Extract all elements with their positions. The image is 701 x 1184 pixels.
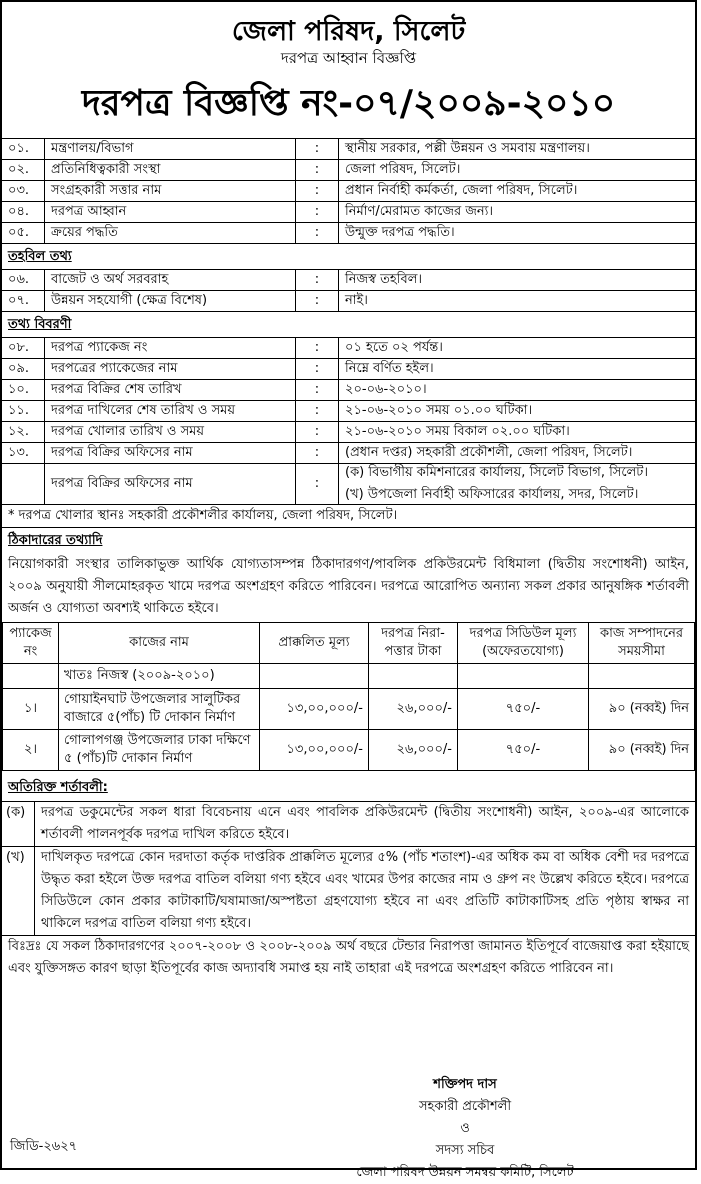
condition-text: দরপত্র ডকুমেন্টের সকল ধারা বিবেচনায় এনে এবং পাবলিক প্রকিউরমেন্ট (দ্বিতীয় সংশোধনী) আইন, ২০০৯-এর আলোকে শর্তাবলী পালনপূর্বক দরপত্র দাখিল করিতে হইবে। [35,802,696,847]
row-separator: : [296,202,339,223]
info-row [2,359,695,380]
condition-row [2,802,695,847]
row-label: বাজেট ও অর্থ সরবরাহ [45,270,296,291]
info-row [2,443,695,464]
sale-office-1: (ক) বিভাগীয় কমিশনারের কার্যালয়, সিলেট বিভাগ, সিলেট। [345,465,649,480]
col-estimate: প্রাক্কলিত মূল্য [260,623,369,664]
row-separator: : [296,139,339,160]
row-label: দরপত্র খোলার তারিখ ও সময় [45,422,296,443]
condition-text: দাখিলকৃত দরপত্রে কোন দরদাতা কর্তৃক দাপ্তরিক প্রাক্কলিত মূল্যের ৫% (পাঁচ শতাংশ)-এর অধিক কম বা অধিক বেশী দর দরপত্রে উদ্ধৃত করা হইলে উক্ত দরপত্র বাতিল বলিয়া গণ্য হইবে এবং খামের উপর কাজের নাম ও গ্রুপ নং উল্লেখ করিতে হইবে। দরপত্রে সিডিউলে কোন প্রকার কাটাকাটি/ঘষামাজা/অস্পষ্টতা গ্রহণযোগ্য হইবে না এবং প্রতিটি কাটাকাটিসহ প্রতি পৃষ্ঠায় স্বাক্ষর না থাকিলে দরপত্র বাতিল বলিয়া গণ্য হইবে। [35,847,696,936]
row-value: নিজস্ব তহবিল। [339,270,696,291]
signer-committee: জেলা পরিষদ উন্নয়ন সমন্বয় কমিটি, সিলেট [356,1165,574,1180]
work-name: গোয়াইনঘাট উপজেলার সালুটিকর বাজারে ৫(পাঁচ) টি দোকান নির্মাণ [59,689,260,730]
signer-title: সহকারী প্রকৌশলী [418,1099,512,1114]
opening-note: * দরপত্র খোলার স্থানঃ সহকারী প্রকৌশলীর কার্যালয়, জেলা পরিষদ, সিলেট। [2,504,695,528]
row-value [339,464,696,505]
info-row [2,202,695,223]
row-number: ১৩. [2,443,45,464]
conditions-table [2,801,695,936]
row-number: ০১. [2,139,45,160]
row-separator: : [296,270,339,291]
row-label: ক্রয়ের পদ্ধতি [45,223,296,244]
package-table [2,622,695,771]
row-label: দরপত্র বিক্রির অফিসের নাম [45,443,296,464]
row-number: ১২. [2,422,45,443]
schedule-price: ৭৫০/- [458,689,589,730]
row-number: ০৩. [2,181,45,202]
package-row [3,689,695,730]
row-label: দরপত্র প্যাকেজ নং [45,338,296,359]
header [2,16,695,132]
col-time: কাজ সম্পাদনের সময়সীমা [589,623,695,664]
completion-time: ৯০ (নব্বই) দিন [589,689,695,730]
footnote: বিঃদ্রঃ যে সকল ঠিকাদারগণের ২০০৭-২০০৮ ও ২০০৮-২০০৯ অর্থ বছরে টেন্ডার নিরাপত্তা জামানত ইতিপূর্বে বাজেয়াপ্ত করা হইয়াছে এবং যুক্তিসঙ্গত কারণ ছাড়া ইতিপূর্বের কাজ অদ্যাবধি সমাপ্ত হয় নাই তাহারা এই দরপত্রে অংশগ্রহণ করিতে পারিবেন না। [8,939,689,976]
package-number: ১। [3,689,59,730]
signer-and: ও [460,1121,470,1136]
row-value: উন্মুক্ত দরপত্র পদ্ধতি। [339,223,696,244]
fund-info-table [2,269,695,311]
row-value: প্রধান নির্বাহী কর্মকর্তা, জেলা পরিষদ, সিলেট। [339,181,696,202]
row-separator: : [296,181,339,202]
row-value: জেলা পরিষদ, সিলেট। [339,160,696,181]
row-value: স্থানীয় সরকার, পল্লী উন্নয়ন ও সমবায় মন্ত্রণালয়। [339,139,696,160]
info-row [2,380,695,401]
signer-role: সদস্য সচিব [435,1143,495,1158]
col-schedule: দরপত্র সিডিউল মূল্য (অফেরতযোগ্য) [458,623,589,664]
row-value: ২১-০৬-২০১০ সময় বিকাল ০২.০০ ঘটিকা। [339,422,696,443]
info-row [2,401,695,422]
package-row [3,730,695,771]
row-value: নিম্নে বর্ণিত হইল। [339,359,696,380]
signer-name: শক্তিপদ দাস [433,1077,497,1092]
sale-office-2: (খ) উপজেলা নির্বাহী অফিসারের কার্যালয়, সদর, সিলেট। [345,487,639,502]
row-number: ১১. [2,401,45,422]
row-number: ১০. [2,380,45,401]
row-number: ০৮. [2,338,45,359]
general-info-table [2,138,695,243]
col-package: প্যাকেজ নং [3,623,59,664]
row-separator: : [296,291,339,312]
row-separator: : [296,422,339,443]
info-row [2,270,695,291]
row-label: দরপত্র বিক্রির অফিসের নাম [45,464,296,505]
package-header-row [3,623,695,664]
row-number: ০৯. [2,359,45,380]
contractor-text: নিয়োগকারী সংস্থার তালিকাভুক্ত আর্থিক যোগ্যতাসম্পন্ন ঠিকাদারগণ/পাবলিক প্রকিউরমেন্ট বিধিমালা (দ্বিতীয় সংশোধনী) আইন, ২০০৯ অনুযায়ী সীলমোহরকৃত খামে দরপত্র অংশগ্রহণ করিতে পারিবেন। দরপত্রে আরোপিত অন্যান্য সকল প্রকার আনুষঙ্গিক শর্তাবলী অর্জন ও যোগ্যতা অবশ্যই থাকিতে হইবে। [8,557,689,616]
conditions-heading: অতিরিক্ত শর্তাবলী: [8,780,108,795]
row-label: দরপত্র বিক্রির শেষ তারিখ [45,380,296,401]
info-row [2,139,695,160]
row-label: উন্নয়ন সহযোগী (ক্ষেত্র বিশেষ) [45,291,296,312]
row-value: ২১-০৬-২০১০ সময় ০১.০০ ঘটিকা। [339,401,696,422]
condition-row [2,847,695,936]
row-number: ০৫. [2,223,45,244]
col-work: কাজের নাম [59,623,260,664]
row-label: সংগ্রহকারী সত্তার নাম [45,181,296,202]
condition-key: (খ) [2,847,35,936]
info-row [2,422,695,443]
info-row [2,291,695,312]
row-separator: : [296,160,339,181]
row-separator: : [296,401,339,422]
info-row [2,338,695,359]
row-separator: : [296,443,339,464]
estimate-cost: ১৩,০০,০০০/- [260,689,369,730]
row-number [2,464,45,505]
fund-label-row [3,664,695,689]
row-number: ০২. [2,160,45,181]
row-separator: : [296,338,339,359]
row-separator: : [296,380,339,401]
org-title: জেলা পরিষদ, সিলেট [231,16,466,47]
security-amount: ২৬,০০০/- [369,730,458,771]
condition-key: (ক) [2,802,35,847]
schedule-price: ৭৫০/- [458,730,589,771]
row-number: ০৭. [2,291,45,312]
info-row [2,181,695,202]
row-value: (প্রধান দপ্তর) সহকারী প্রকৌশলী, জেলা পরিষদ, সিলেট। [339,443,696,464]
row-label: দরপত্র দাখিলের শেষ তারিখ ও সময় [45,401,296,422]
work-name: গোলাপগঞ্জ উপজেলার ঢাকা দক্ষিণে ৫ (পাঁচ)টি দোকান নির্মাণ [59,730,260,771]
row-value: নাই। [339,291,696,312]
info-row [2,223,695,244]
row-value: ০১ হতে ০২ পর্যন্ত। [339,338,696,359]
completion-time: ৯০ (নব্বই) দিন [589,730,695,771]
info-heading: তথ্য বিবরণী [2,311,695,337]
row-number: ০৬. [2,270,45,291]
row-value: নির্মাণ/মেরামত কাজের জন্য। [339,202,696,223]
row-value: ২০-০৬-২০১০। [339,380,696,401]
security-amount: ২৬,০০০/- [369,689,458,730]
row-label: মন্ত্রণালয়/বিভাগ [45,139,296,160]
row-label: দরপত্রের প্যাকেজের নাম [45,359,296,380]
subtitle: দরপত্র আহ্বান বিজ্ঞপ্তি [280,49,417,67]
details-table [2,337,695,504]
gd-number: জিডি-২৬২৭ [10,1139,78,1154]
contractor-heading: ঠিকাদারের তথ্যাদি [8,533,103,548]
row-label: দরপত্র আহ্বান [45,202,296,223]
row-number: ০৪. [2,202,45,223]
sale-office-row [2,464,695,505]
col-security: দরপত্র নিরা-পত্তার টাকা [369,623,458,664]
notice-number: দরপত্র বিজ্ঞপ্তি নং-০৭/২০০৯-২০১০ [81,83,616,124]
row-separator: : [296,464,339,505]
info-row [2,160,695,181]
signature-block [315,1074,615,1184]
row-separator: : [296,223,339,244]
row-separator: : [296,359,339,380]
row-label: প্রতিনিধিত্বকারী সংস্থা [45,160,296,181]
estimate-cost: ১৩,০০,০০০/- [260,730,369,771]
package-number: ২। [3,730,59,771]
fund-heading: তহবিল তথ্য [2,243,695,269]
fund-label: খাতঃ নিজস্ব (২০০৯-২০১০) [59,664,260,689]
